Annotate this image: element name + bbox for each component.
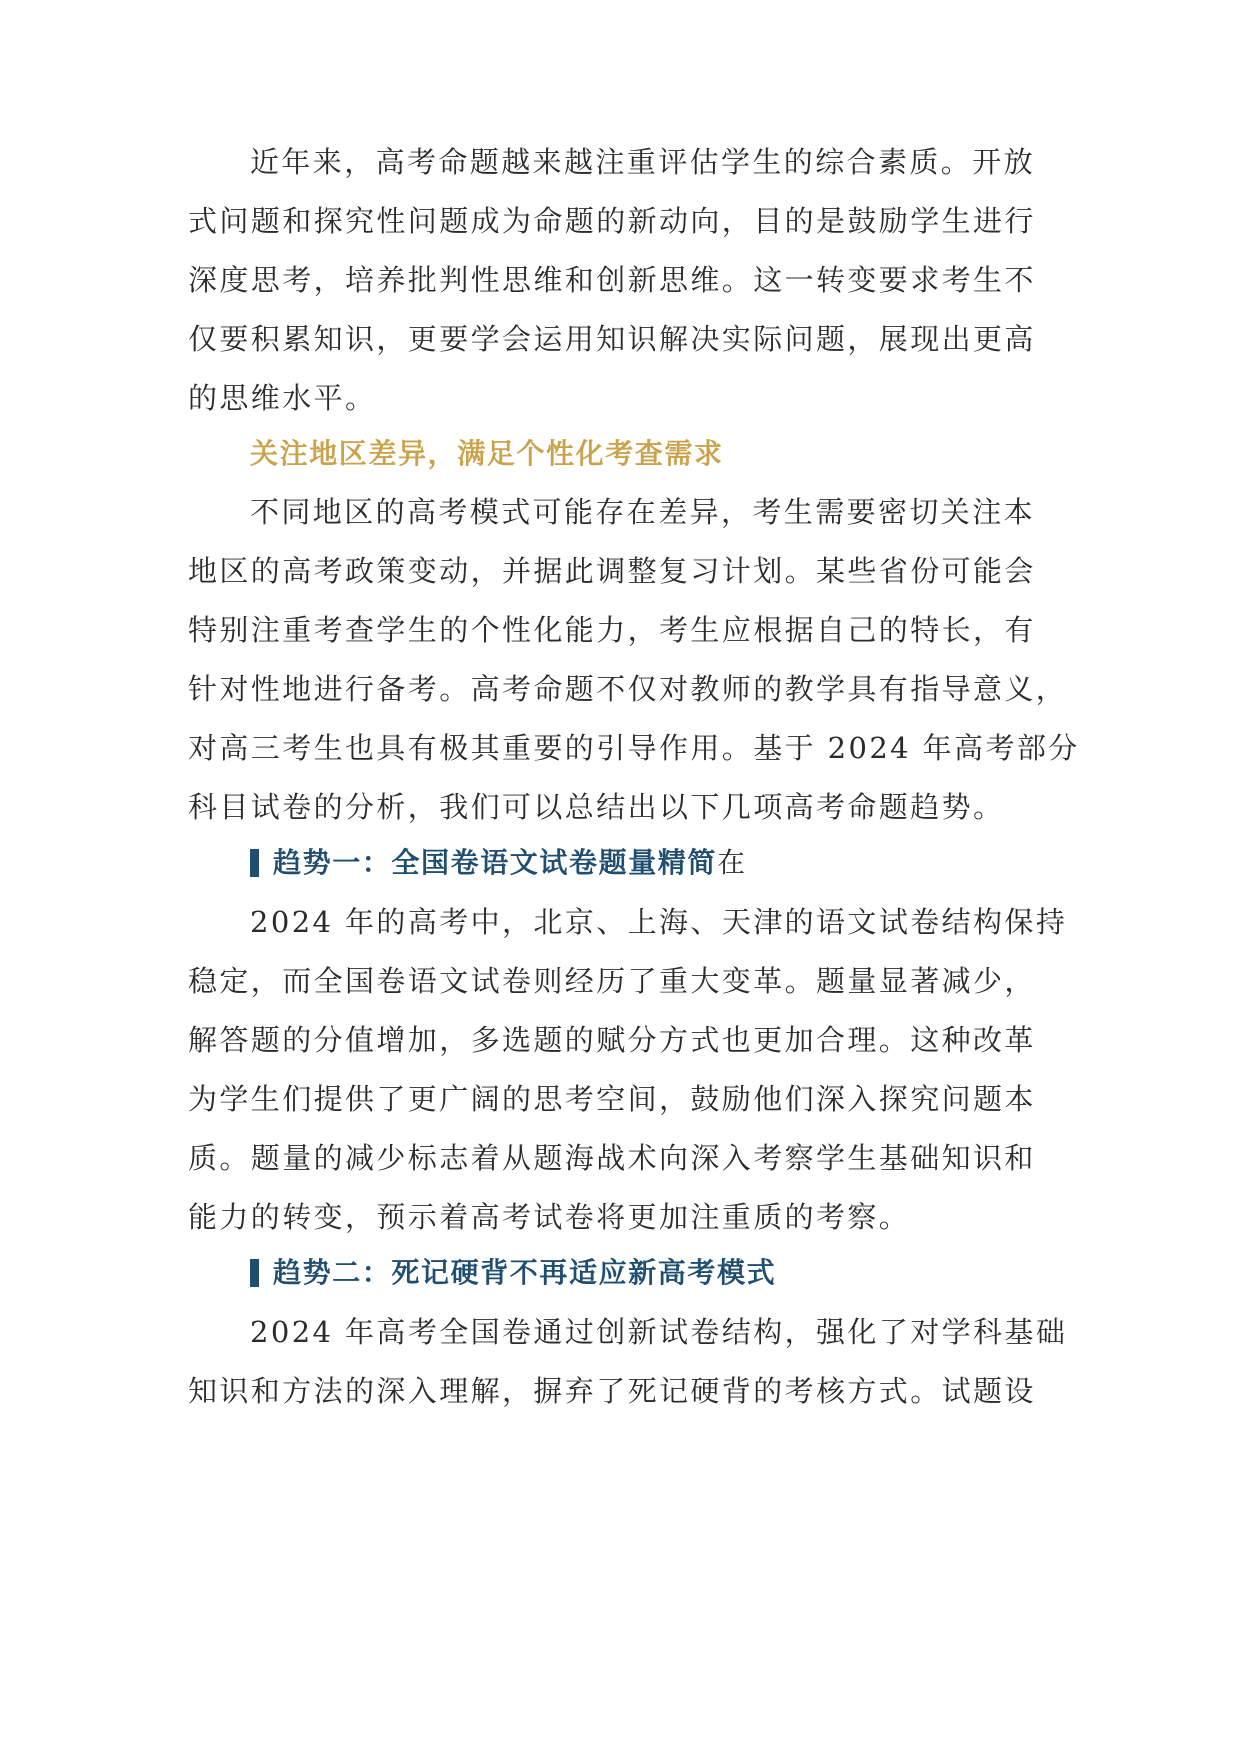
- trend-1-tail: 在: [717, 846, 747, 879]
- paragraph-4-line-1: 2024 年高考全国卷通过创新试卷结构，强化了对学科基础: [250, 1315, 1068, 1349]
- paragraph-1-line-1: 近年来，高考命题越来越注重评估学生的综合素质。开放: [250, 145, 1036, 179]
- paragraph-2-line-5: 对高三考生也具有极其重要的引导作用。基于 2024 年高考部分: [188, 731, 1080, 765]
- paragraph-2-line-1: 不同地区的高考模式可能存在差异，考生需要密切关注本: [250, 495, 1036, 529]
- trend-1-title: 趋势一：全国卷语文试卷题量精简: [273, 846, 718, 879]
- heading-bar-marker: [250, 1259, 259, 1287]
- paragraph-2-line-2: 地区的高考政策变动，并据此调整复习计划。某些省份可能会: [188, 554, 1036, 588]
- paragraph-1-line-4: 仅要积累知识，更要学会运用知识解决实际问题，展现出更高: [188, 322, 1036, 356]
- trend-2-title: 趋势二：死记硬背不再适应新高考模式: [273, 1256, 777, 1289]
- paragraph-3-line-4: 为学生们提供了更广阔的思考空间，鼓励他们深入探究问题本: [188, 1082, 1036, 1116]
- trend-2-heading: [250, 1253, 776, 1293]
- paragraph-1-line-3: 深度思考，培养批判性思维和创新思维。这一转变要求考生不: [188, 263, 1036, 297]
- paragraph-3-line-2: 稳定，而全国卷语文试卷则经历了重大变革。题量显著减少，: [188, 964, 1036, 998]
- paragraph-2-line-4: 针对性地进行备考。高考命题不仅对教师的教学具有指导意义，: [188, 672, 1068, 706]
- section-subheading: 关注地区差异，满足个性化考查需求: [250, 437, 724, 470]
- trend-1-heading: [250, 843, 747, 883]
- heading-bar-marker: [250, 849, 259, 877]
- paragraph-3-line-5: 质。题量的减少标志着从题海战术向深入考察学生基础知识和: [188, 1141, 1036, 1175]
- paragraph-2-line-6: 科目试卷的分析，我们可以总结出以下几项高考命题趋势。: [188, 790, 1005, 824]
- paragraph-2-line-3: 特别注重考查学生的个性化能力，考生应根据自己的特长，有: [188, 613, 1036, 647]
- paragraph-1-line-2: 式问题和探究性问题成为命题的新动向，目的是鼓励学生进行: [188, 204, 1036, 238]
- paragraph-3-line-6: 能力的转变，预示着高考试卷将更加注重质的考察。: [188, 1200, 911, 1234]
- paragraph-1-line-5: 的思维水平。: [188, 381, 377, 415]
- paragraph-4-line-2: 知识和方法的深入理解，摒弃了死记硬背的考核方式。试题设: [188, 1374, 1036, 1408]
- paragraph-3-line-1: 2024 年的高考中，北京、上海、天津的语文试卷结构保持: [250, 905, 1068, 939]
- paragraph-3-line-3: 解答题的分值增加，多选题的赋分方式也更加合理。这种改革: [188, 1023, 1036, 1057]
